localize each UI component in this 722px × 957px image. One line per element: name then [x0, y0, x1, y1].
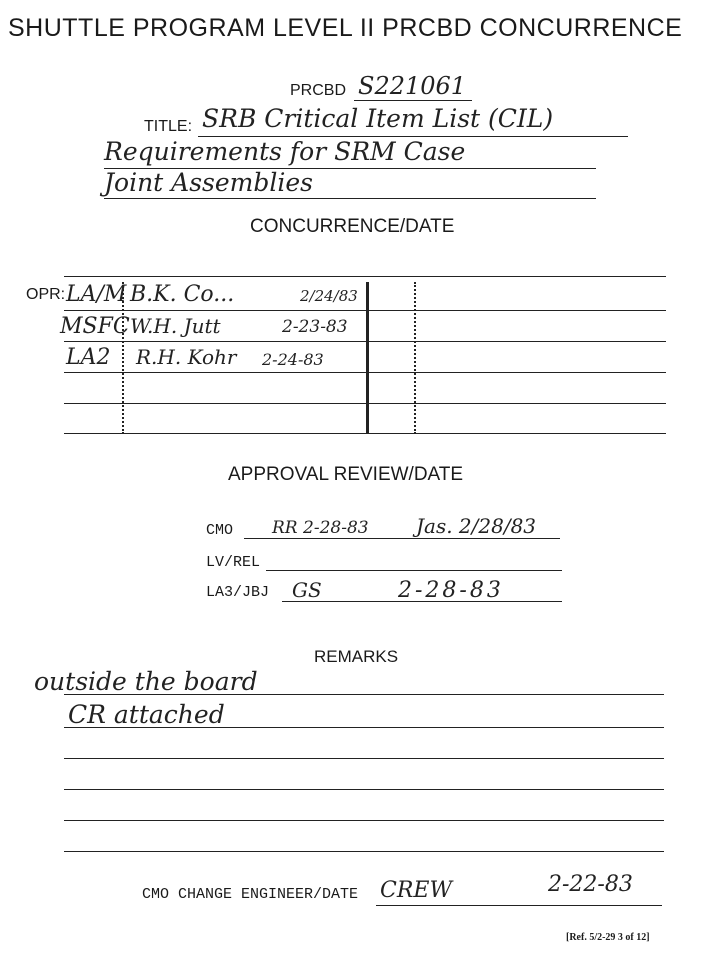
concurrence-signature: B.K. Co...	[130, 282, 235, 307]
page-title: SHUTTLE PROGRAM LEVEL II PRCBD CONCURRENCE	[8, 14, 683, 42]
concurrence-date: 2/24/83	[300, 287, 358, 305]
concurrence-signature: R.H. Kohr	[136, 345, 237, 369]
change-engineer-name: CREW	[380, 878, 453, 903]
remarks-text: outside the board	[34, 667, 258, 696]
approval-label: LA3/JBJ	[206, 584, 270, 601]
approval-heading: APPROVAL REVIEW/DATE	[228, 464, 464, 485]
concurrence-date: 2-23-83	[282, 317, 348, 337]
concurrence-org: LA/M	[66, 282, 127, 307]
title-line-2: Requirements for SRM Case	[104, 137, 466, 166]
prcbd-number: S221061	[358, 72, 467, 100]
title-line-1: SRB Critical Item List (CIL)	[202, 104, 554, 133]
approval-signature: GS	[292, 578, 322, 602]
title-label: TITLE:	[144, 118, 193, 135]
concurrence-org: MSFC	[60, 314, 130, 339]
approval-date: 2-28-83	[398, 578, 504, 603]
concurrence-org: LA2	[66, 345, 111, 370]
title-line-3: Joint Assemblies	[104, 168, 313, 197]
approval-label: LV/REL	[206, 554, 261, 571]
approval-signature: Jas. 2/28/83	[416, 514, 537, 538]
approval-signature: RR 2-28-83	[272, 518, 369, 538]
approval-label: CMO	[206, 522, 234, 539]
change-engineer-date: 2-22-83	[548, 872, 633, 897]
concurrence-signature: W.H. Jutt	[130, 314, 221, 338]
prcbd-label: PRCBD	[290, 82, 347, 99]
concurrence-date: 2-24-83	[262, 350, 324, 369]
remarks-text: CR attached	[68, 700, 225, 729]
remarks-heading: REMARKS	[314, 647, 399, 666]
page-reference: [Ref. 5/2-29 3 of 12]	[566, 932, 650, 943]
concurrence-heading: CONCURRENCE/DATE	[250, 216, 455, 237]
change-engineer-label: CMO CHANGE ENGINEER/DATE	[142, 886, 359, 903]
opr-label: OPR:	[26, 286, 66, 303]
